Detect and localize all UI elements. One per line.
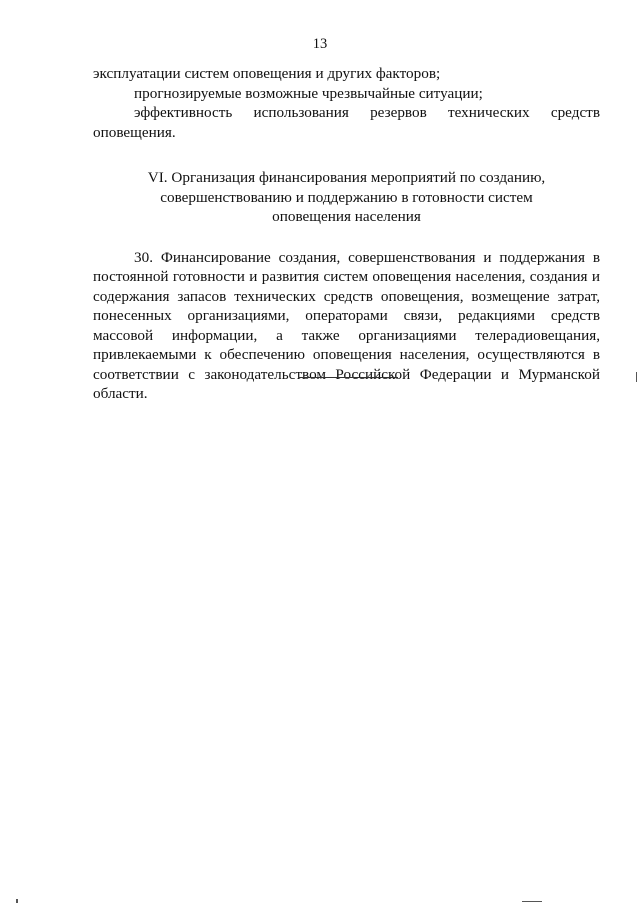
list-item-emergencies: прогнозируемые возможные чрезвычайные ситуации;: [134, 84, 483, 102]
section-heading-line-3: оповещения населения: [272, 208, 421, 225]
document-body: [93, 64, 600, 404]
paragraph-30: 30. Финансирование создания, совершенствования и поддержания в постоянной готовности и развития систем оповещения населения, создания и содержания запасов технических средств оповещения, возмещение затрат, понесенных организациями, операторами связи, редакциями средств массовой информации, а также организациями телерадиовещания, привлекаемыми к обеспечению оповещения населения, осуществляются в соответствии с законодательством Российской Федерации и Мурманской области.: [93, 248, 600, 402]
scan-artifact-mark: [16, 899, 18, 903]
end-of-text-rule: [298, 377, 398, 378]
section-heading-line-2: совершенствованию и поддержанию в готовности систем: [160, 188, 533, 206]
section-heading: [93, 168, 600, 227]
page-number: 13: [312, 36, 328, 52]
list-item-operation-factors: эксплуатации систем оповещения и других факторов;: [93, 65, 441, 82]
scan-artifact-mark: [636, 372, 637, 382]
scan-artifact-mark: [522, 901, 542, 902]
list-item-reserves-efficiency: эффективность использования резервов технических средств оповещения.: [93, 104, 600, 141]
section-heading-line-1: VI. Организация финансирования мероприятий по созданию,: [147, 169, 546, 186]
